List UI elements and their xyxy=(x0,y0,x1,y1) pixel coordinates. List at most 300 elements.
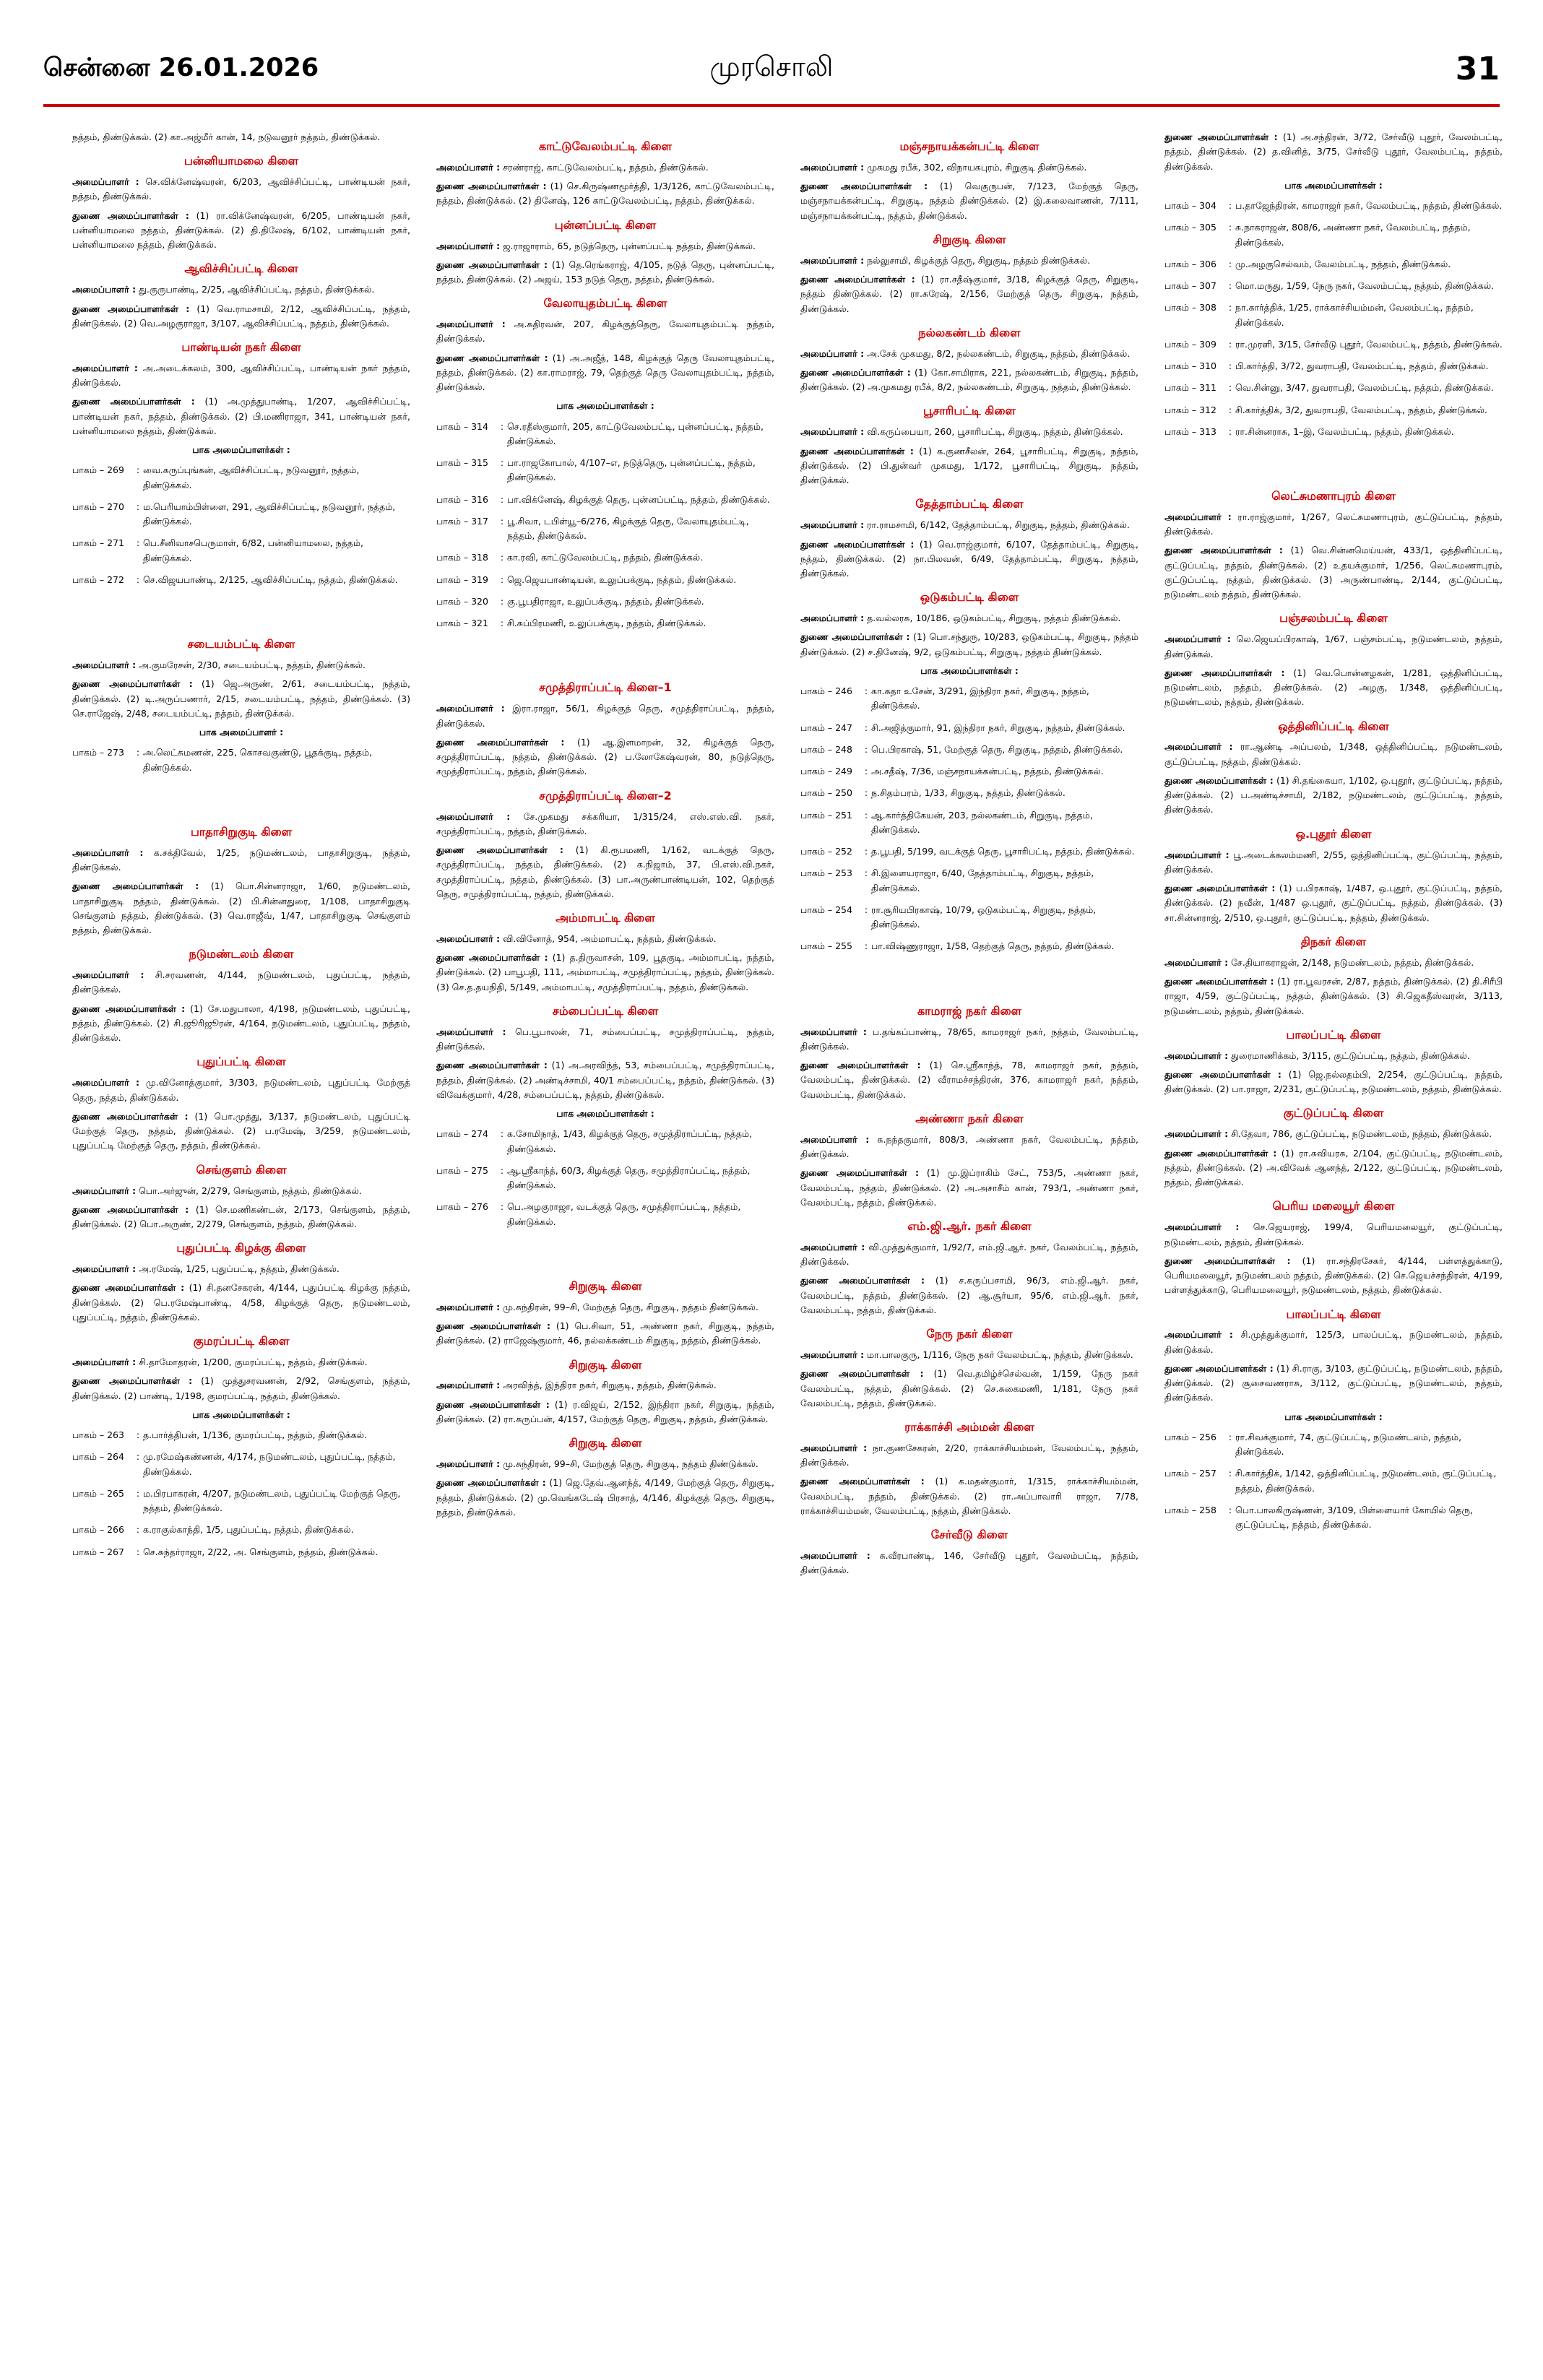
entry-text: லெ.ஜெயப்பிரகாஷ், 1/67, பஞ்சம்பட்டி, நடுமண்டலம், நத்தம், திண்டுக்கல். xyxy=(1164,633,1503,659)
role-label: அமைப்பாளர் : xyxy=(436,161,501,173)
member-entry xyxy=(1164,974,1503,1018)
member-entry xyxy=(436,1319,774,1349)
entry-text: ப.தங்கப்பாண்டி, 78/65, காமராஜர் நகர், நத்தம், வேலம்பட்டி, திண்டுக்கல். xyxy=(800,1026,1138,1052)
colon-separator: : xyxy=(1228,425,1232,437)
role-label: அமைப்பாளர் : xyxy=(436,703,505,714)
branch-heading: சிறுகுடி கிளை xyxy=(569,1436,642,1450)
member-entry xyxy=(72,302,410,332)
booth-text: க.சோமிநாத், 1/43, கிழக்குத் தெரு, சமுத்திராப்பட்டி, நத்தம், திண்டுக்கல். xyxy=(507,1128,753,1154)
booth-entry xyxy=(1164,359,1503,373)
booth-entry xyxy=(800,939,1138,953)
branch-heading: திநகர் கிளை xyxy=(1300,934,1367,948)
booth-text: மு.அழகுசெல்வம், வேலம்பட்டி, நத்தம், திண்டுக்கல். xyxy=(1235,258,1451,269)
entry-text: (1) கி.ரூபமணி, 1/162, வடக்குத் தெரு, சமுத்திராப்பட்டி, நத்தம், திண்டுக்கல். (2) க.நிஜாம், 37, பி.எஸ்.வி.நகர், சமுத்திராப்பட்டி, நத்தம், திண்டுக்கல். (3) பா.அருண்பாண்டியன், 102, தெற்குத் தெரு, சமுத்திராப்பட்டி, நத்தம், திண்டுக்கல். xyxy=(436,844,774,899)
entry-text: (1) செ.ஸ்ரீகாந்த், 78, காமராஜர் நகர், நத்தம், வேலம்பட்டி, திண்டுக்கல். (2) வீராமச்சந்திரன், 376, காமராஜர் நகர், நத்தம், வேலம்பட்டி, திண்டுக்கல். xyxy=(800,1060,1138,1100)
colon-separator: : xyxy=(1228,404,1232,415)
booth-number: பாகம் – 250 xyxy=(800,787,852,799)
branch-heading: மஞ்சநாயக்கன்பட்டி கிளை xyxy=(899,139,1040,153)
role-label: அமைப்பாளர் : xyxy=(72,969,144,981)
branch-heading: அம்மாபட்டி கிளை xyxy=(556,911,655,925)
colon-separator: : xyxy=(1228,360,1232,371)
colon-separator: : xyxy=(1228,1468,1232,1479)
entry-text: (1) ரா.சதீஷ்குமார், 3/18, கிழக்குத் தெரு, சிறுகுடி, நத்தம் திண்டுக்கல். (2) ரா.சுரேஷ், 2/156, மேற்குத் தெரு, சிறுகுடி, நத்தம், திண்டுக்கல். xyxy=(800,274,1138,314)
member-entry xyxy=(72,130,410,144)
booth-number: பாகம் – 320 xyxy=(436,595,488,607)
member-entry xyxy=(436,258,774,287)
colon-separator: : xyxy=(136,1524,140,1536)
entry-text: (1) சி.தனசேகரன், 4/144, புதுப்பட்டி கிழக்கு நத்தம், திண்டுக்கல். (2) பெ.ரமேஷ்பாண்டி, 4/58, கிழக்குத் தெரு, நடுமண்டலம், புதுப்பட்டி, நத்தம், திண்டுக்கல். xyxy=(72,1282,410,1323)
entry-text: (1) சி.தங்கையா, 1/102, ஒ.புதூர், குட்டுப்பட்டி, நத்தம், திண்டுக்கல். (2) ப.அண்டிச்சாமி, 2/182, நடுமண்டலம், குட்டுப்பட்டி, நத்தம், திண்டுக்கல். xyxy=(1164,774,1503,815)
member-entry xyxy=(72,1109,410,1154)
role-label: துணை அமைப்பாளர்கள் : xyxy=(800,631,910,643)
entry-text: (1) ப.பிரகாஷ், 1/487, ஒ.புதூர், குட்டுப்பட்டி, நத்தம், திண்டுக்கல். (2) நவீன், 1/487 ஒ.புதூர், குட்டுப்பட்டி, நத்தம், திண்டுக்கல். (3) சா.சின்னராஜ், 2/510, ஒ.புதூர், குட்டுப்பட்டி, நத்தம், திண்டுக்கல். xyxy=(1164,883,1503,923)
member-entry xyxy=(1164,632,1503,662)
branch-heading: சிறுகுடி கிளை xyxy=(569,1357,642,1372)
booth-text: சி.அஜித்குமார், 91, இந்திரா நகர், சிறுகுடி, நத்தம், திண்டுக்கல். xyxy=(871,722,1125,733)
booth-text: செ.சுந்தர்ராஜா, 2/22, அ. செங்குளம், நத்தம், திண்டுக்கல். xyxy=(143,1546,379,1557)
role-label: அமைப்பாளர் : xyxy=(72,847,144,858)
colon-separator: : xyxy=(1228,280,1232,291)
entry-text: ஜ.ராஜாராம், 65, நடுத்தெரு, புன்னப்பட்டி நத்தம், திண்டுக்கல். xyxy=(503,240,756,251)
entry-text: (1) வெ.ராஜ்குமார், 6/107, தேத்தாம்பட்டி, சிறுகுடி, நத்தம், திண்டுக்கல். (2) நா.பிலவன், 6/49, தேத்தாம்பட்டி, சிறுகுடி, நத்தம், திண்டுக்கல். xyxy=(800,538,1138,579)
colon-separator: : xyxy=(1228,1431,1232,1442)
booth-number: பாகம் – 321 xyxy=(436,618,488,629)
booth-text: க.ராகுல்காந்தி, 1/5, புதுப்பட்டி, நத்தம், திண்டுக்கல். xyxy=(143,1524,354,1536)
role-label: அமைப்பாளர் : xyxy=(1164,849,1229,860)
member-entry xyxy=(436,1398,774,1427)
booth-number: பாகம் – 263 xyxy=(72,1429,124,1441)
member-entry xyxy=(72,658,410,672)
branch-heading: நடுமண்டலம் கிளை xyxy=(189,947,294,961)
entry-text: மு.சுந்திரன், 99–சி, மேற்குத் தெரு, சிறுகுடி, நத்தம் திண்டுக்கல். xyxy=(503,1301,758,1312)
member-entry xyxy=(1164,1220,1503,1250)
booth-entry xyxy=(72,1545,410,1559)
booth-entry xyxy=(72,1450,410,1479)
role-label: அமைப்பாளர் : xyxy=(800,1550,870,1562)
booth-entry xyxy=(436,550,774,565)
branch-heading: காமராஜ் நகர் கிளை xyxy=(917,1003,1022,1018)
branch-heading: நல்லகண்டம் கிளை xyxy=(918,325,1021,339)
branch-heading: சிறுகுடி கிளை xyxy=(933,232,1006,246)
booth-text: நா.கார்த்திக், 1/25, ராக்காச்சியம்மன், வேலம்பட்டி, நத்தம், திண்டுக்கல். xyxy=(1235,302,1474,328)
member-entry xyxy=(1164,1049,1503,1063)
entry-text: நா.குணசேகரன், 2/20, ராக்காச்சியம்மன், வேலம்பட்டி, நத்தம், திண்டுக்கல். xyxy=(800,1442,1138,1468)
booth-text: ரா.சின்னராசு, 1–இ, வேலம்பட்டி, நத்தம், திண்டுக்கல். xyxy=(1235,425,1454,437)
colon-separator: : xyxy=(136,574,140,585)
member-entry xyxy=(436,1378,774,1393)
entry-text: செ.விக்னேஷ்வரன், 6/203, ஆவிச்சிப்பட்டி, பாண்டியன் நகர், நத்தம், திண்டுக்கல். xyxy=(72,176,410,202)
role-label: துணை அமைப்பாளர்கள் : xyxy=(72,880,199,892)
role-label: அமைப்பாளர் : xyxy=(800,161,865,173)
booth-text: சி.சுப்பிரமணி, உலுப்பக்குடி, நத்தம், திண்டுக்கல். xyxy=(507,618,706,629)
entry-text: (1) வெ.பொன்னழகன், 1/281, ஒத்தினிப்பட்டி, நடுமண்டலம், நத்தம், திண்டுக்கல். (2) அழகு, 1/348, ஒத்தினிப்பட்டி, நடுமண்டலம், நத்தம், திண்டுக்கல். xyxy=(1164,667,1503,708)
entry-text: பூ.அடைக்கலம்மணி, 2/55, ஒத்தினிப்பட்டி, குட்டுப்பட்டி, நத்தம், திண்டுக்கல். xyxy=(1164,849,1503,875)
colon-separator: : xyxy=(500,618,504,629)
member-entry xyxy=(800,1441,1138,1471)
colon-separator: : xyxy=(136,501,140,512)
role-label: அமைப்பாளர் : xyxy=(436,319,506,330)
role-label: அமைப்பாளர் : xyxy=(800,1349,865,1361)
colon-separator: : xyxy=(500,1201,504,1213)
entry-text: (1) வெ.ராமசாமி, 2/12, ஆவிச்சிப்பட்டி, நத்தம், திண்டுக்கல். (2) வெ.அழகுராஜா, 3/107, ஆவிச்சிப்பட்டி, நத்தம், திண்டுக்கல். xyxy=(72,303,410,329)
role-label: அமைப்பாளர் : xyxy=(1164,1050,1229,1061)
entry-text: நல்லுசாமி, கிழக்குத் தெரு, சிறுகுடி, நத்தம் திண்டுக்கல். xyxy=(867,254,1091,266)
booth-number: பாகம் – 315 xyxy=(436,457,488,469)
booth-entry xyxy=(800,903,1138,932)
entry-text: ரா.ராமசாமி, 6/142, தேத்தாம்பட்டி, சிறுகுடி, நத்தம், திண்டுக்கல். xyxy=(867,519,1130,531)
role-label: அமைப்பாளர் : xyxy=(800,1133,870,1145)
member-entry xyxy=(72,282,410,297)
role-label: துணை அமைப்பாளர்கள் : xyxy=(800,1060,921,1071)
role-label: துணை அமைப்பாளர்கள் : xyxy=(72,1375,193,1387)
role-label: அமைப்பாளர் : xyxy=(800,347,865,359)
member-entry xyxy=(436,1300,774,1315)
booth-number: பாகம் – 246 xyxy=(800,685,852,697)
branch-heading: ஒத்தினிப்பட்டி கிளை xyxy=(1278,719,1389,733)
member-entry xyxy=(436,179,774,209)
booth-text: ஆ.ஸ்ரீகாந்த், 60/3, கிழக்குத் தெரு, சமுத்திராப்பட்டி, நத்தம், திண்டுக்கல். xyxy=(507,1164,751,1191)
subheading: பாக அமைப்பாளர் : xyxy=(199,727,284,738)
role-label: துணை அமைப்பாளர்கள் : xyxy=(72,1282,185,1294)
entry-text: பெ.பூபாலன், 71, சம்பைப்பட்டி, சமுத்திராப்பட்டி, நத்தம், திண்டுக்கல். xyxy=(436,1026,774,1052)
entry-text: அ.குமரேசன், 2/30, சடையம்பட்டி, நத்தம், திண்டுக்கல். xyxy=(139,659,366,671)
section-spacer xyxy=(436,1237,774,1270)
member-entry xyxy=(1164,956,1503,970)
member-entry xyxy=(1164,848,1503,878)
colon-separator: : xyxy=(864,766,868,777)
branch-heading: பஞ்சலம்பட்டி கிளை xyxy=(1279,611,1388,626)
booth-text: ரா.சிவக்குமார், 74, குட்டுப்பட்டி, நடுமண்டலம், நத்தம், திண்டுக்கல். xyxy=(1235,1431,1462,1458)
subheading: பாக அமைப்பாளர்கள் : xyxy=(192,1408,290,1420)
branch-heading: பாதாசிறுகுடி கிளை xyxy=(190,824,293,839)
role-label: அமைப்பாளர் : xyxy=(800,1442,868,1453)
role-label: துணை அமைப்பாளர்கள் : xyxy=(1164,1147,1277,1159)
member-entry xyxy=(436,239,774,254)
role-label: அமைப்பாளர் : xyxy=(436,1026,506,1037)
colon-separator: : xyxy=(136,747,140,758)
booth-entry xyxy=(1164,257,1503,272)
booth-entry xyxy=(800,786,1138,800)
branch-heading: நேரு நகர் கிளை xyxy=(926,1327,1013,1341)
booth-entry xyxy=(1164,220,1503,250)
entry-text: சு.வீரபாண்டி, 146, சேர்வீடு புதூர், வேலம்பட்டி, நத்தம், திண்டுக்கல். xyxy=(800,1550,1138,1576)
booth-text: ம.பெரியாம்பிள்ளை, 291, ஆவிச்சிப்பட்டி, நடுவனூர், நத்தம், திண்டுக்கல். xyxy=(143,501,396,527)
booth-entry xyxy=(1164,337,1503,352)
role-label: துணை அமைப்பாளர்கள் : xyxy=(436,736,565,748)
entry-text: (1) செ.மணிகண்டன், 2/173, செங்குளம், நத்தம், திண்டுக்கல். (2) பொ.அருண், 2/279, செங்குளம், நத்தம், திண்டுக்கல். xyxy=(72,1203,410,1229)
section-spacer xyxy=(72,594,410,628)
member-entry xyxy=(72,1184,410,1198)
booth-text: ஜெ.ஜெயபாண்டியன், உலுப்பக்குடி, நத்தம், திண்டுக்கல். xyxy=(507,574,737,585)
role-label: துணை அமைப்பாளர்கள் : xyxy=(800,1476,925,1487)
subheading: பாக அமைப்பாளர்கள் : xyxy=(556,400,654,412)
branch-heading: லெட்சுமணாபுரம் கிளை xyxy=(1271,489,1396,503)
role-label: துணை அமைப்பாளர்கள் : xyxy=(800,366,911,378)
entry-text: சி.சரவணன், 4/144, நடுமண்டலம், புதுப்பட்டி, நத்தம், திண்டுக்கல். xyxy=(72,969,410,995)
member-entry xyxy=(72,361,410,391)
branch-heading: பாலப்பட்டி கிளை xyxy=(1286,1307,1381,1321)
subheading: பாக அமைப்பாளர்கள் : xyxy=(1284,179,1383,191)
booth-text: பா.விக்னேஷ், கிழக்குத் தெரு, புன்னப்பட்டி, நத்தம், திண்டுக்கல். xyxy=(507,493,770,505)
role-label: அமைப்பாளர் : xyxy=(72,659,137,671)
member-entry xyxy=(72,1281,410,1325)
entry-text: (1) அ.முத்துபாண்டி, 1/207, ஆவிச்சிப்பட்டி, பாண்டியன் நகர், நத்தம், திண்டுக்கல். (2) பி.மணிராஜா, 341, பாண்டியன் நகர், பன்னியாமலை நத்தம், திண்டுக்கல். xyxy=(72,396,410,436)
booth-number: பாகம் – 252 xyxy=(800,846,852,857)
role-label: துணை அமைப்பாளர்கள் : xyxy=(436,259,548,270)
colon-separator: : xyxy=(1228,1504,1232,1515)
member-entry xyxy=(800,1348,1138,1362)
booth-entry xyxy=(800,721,1138,735)
member-entry xyxy=(800,1549,1138,1578)
role-label: துணை அமைப்பாளர்கள் : xyxy=(436,181,547,192)
booth-entry xyxy=(800,866,1138,896)
booth-entry xyxy=(1164,403,1503,417)
member-entry xyxy=(72,209,410,253)
member-entry xyxy=(1164,1127,1503,1141)
booth-text: பொ.பாலகிருஷ்ணன், 3/109, பிள்ளையார் கோயில் தெரு, குட்டுப்பட்டி, நத்தம், திண்டுக்கல். xyxy=(1235,1504,1474,1531)
entry-text: அ.சேக் முகமது, 8/2, நல்லகண்டம், சிறுகுடி, நத்தம், திண்டுக்கல். xyxy=(867,347,1131,359)
booth-entry xyxy=(436,594,774,609)
booth-number: பாகம் – 311 xyxy=(1164,382,1216,394)
role-label: துணை அமைப்பாளர்கள் : xyxy=(1164,667,1285,678)
member-entry xyxy=(72,175,410,204)
member-entry xyxy=(436,317,774,347)
member-entry xyxy=(800,1133,1138,1162)
branch-heading: பாண்டியன் நகர் கிளை xyxy=(181,340,301,355)
booth-text: பா.விஷ்ணுராஜா, 1/58, தெற்குத் தெரு, நத்தம், திண்டுக்கல். xyxy=(871,940,1115,952)
entry-text: (1) செ.கிருஷ்ணமூர்த்தி, 1/3/126, காட்டுவேலம்பட்டி, நத்தம், திண்டுக்கல். (2) தினேஷ், 126 காட்டுவேலம்பட்டி, நத்தம், திண்டுக்கல். xyxy=(436,181,774,207)
booth-number: பாகம் – 319 xyxy=(436,574,488,585)
role-label: அமைப்பாளர் : xyxy=(436,1458,501,1470)
booth-entry xyxy=(436,420,774,449)
role-label: அமைப்பாளர் : xyxy=(800,254,865,266)
colon-separator: : xyxy=(136,1546,140,1557)
member-entry xyxy=(800,254,1138,268)
section-spacer xyxy=(1164,446,1503,480)
entry-text: அ.ரமேஷ், 1/25, புதுப்பட்டி, நத்தம், திண்டுக்கல். xyxy=(139,1263,340,1275)
colon-separator: : xyxy=(864,685,868,697)
entry-text: சி.தேவா, 786, குட்டுப்பட்டி, நடுமண்டலம், நத்தம், திண்டுக்கல். xyxy=(1231,1128,1492,1140)
colon-separator: : xyxy=(500,595,504,607)
booth-entry xyxy=(72,536,410,566)
role-label: அமைப்பாளர் : xyxy=(1164,1128,1229,1140)
member-entry xyxy=(72,1002,410,1046)
booth-text: மொ.மருது, 1/59, நேரு நகர், வேலம்பட்டி, நத்தம், திண்டுக்கல். xyxy=(1235,280,1495,291)
column-2 xyxy=(436,130,774,2355)
booth-number: பாகம் – 314 xyxy=(436,420,488,432)
booth-text: வை.கருப்புங்கன், ஆவிச்சிப்பட்டி, நடுவனூர், நத்தம், திண்டுக்கல். xyxy=(143,464,360,490)
role-label: துணை அமைப்பாளர்கள் : xyxy=(72,678,193,690)
entry-text: க.சக்திவேல், 1/25, நடுமண்டலம், பாதாசிறுகுடி, நத்தம், திண்டுக்கல். xyxy=(72,847,410,873)
role-label: அமைப்பாளர் : xyxy=(72,1356,137,1368)
booth-number: பாகம் – 269 xyxy=(72,464,124,476)
entry-text: முகமது ரபீக், 302, விநாயகபுரம், சிறுகுடி திண்டுக்கல். xyxy=(867,161,1087,173)
branch-heading: ஒடுகம்பட்டி கிளை xyxy=(920,590,1019,605)
branch-heading: குட்டுப்பட்டி கிளை xyxy=(1283,1106,1384,1120)
booth-entry xyxy=(72,463,410,493)
member-entry xyxy=(800,1058,1138,1102)
entry-text: (1) கோ.சாமிராசு, 221, நல்லகண்டம், சிறுகுடி, நத்தம், திண்டுக்கல். (2) அ.முகமது ரபீக், 8/2, நல்லகண்டம், சிறுகுடி, நத்தம், திண்டுக்கல். xyxy=(800,366,1138,393)
subheading: பாக அமைப்பாளர்கள் : xyxy=(556,1108,654,1120)
branch-heading: சமுத்திராப்பட்டி கிளை–2 xyxy=(539,788,672,802)
booth-number: பாகம் – 273 xyxy=(72,747,124,758)
colon-separator: : xyxy=(864,846,868,857)
booth-number: பாகம் – 247 xyxy=(800,722,852,733)
entry-text: (1) ஜெ.தேவ்.ஆனந்த், 4/149, மேற்குத் தெரு, சிறுகுடி, நத்தம், திண்டுக்கல். (2) மு.வெங்கடேஷ் பிரசாத், 4/146, கிழக்குத் தெரு, சிறுகுடி, நத்தம், திண்டுக்கல். xyxy=(436,1477,774,1518)
booth-text: வெ.சின்னு, 3/47, துவராபதி, வேலம்பட்டி, நத்தம், திண்டுக்கல். xyxy=(1235,382,1494,394)
branch-heading: சேர்வீடு கிளை xyxy=(930,1528,1008,1542)
booth-number: பாகம் – 265 xyxy=(72,1487,124,1499)
role-label: அமைப்பாளர் : xyxy=(436,932,501,944)
booth-text: பா.ராஜகோபால், 4/107–எ, நடுத்தெரு, புன்னப்பட்டி, நத்தம், திண்டுக்கல். xyxy=(507,457,756,483)
role-label: துணை அமைப்பாளர்கள் : xyxy=(436,1060,548,1071)
booth-number: பாகம் – 248 xyxy=(800,743,852,755)
member-entry xyxy=(1164,1362,1503,1406)
booth-text: செ.ரதீஸ்குமார், 205, காட்டுவேலம்பட்டி, புன்னப்பட்டி, நத்தம், திண்டுக்கல். xyxy=(507,420,764,446)
role-label: அமைப்பாளர் : xyxy=(436,1380,501,1391)
subheading: பாக அமைப்பாளர்கள் : xyxy=(920,665,1019,676)
entry-text: மு.வினோத்குமார், 3/303, நடுமண்டலம், புதுப்பட்டி மேற்குத் தெரு, நத்தம், திண்டுக்கல். xyxy=(72,1077,410,1103)
booth-entry xyxy=(1164,1503,1503,1533)
member-entry xyxy=(800,1240,1138,1270)
section-spacer xyxy=(436,638,774,671)
entry-text: சி.தாமோதரன், 1/200, குமரப்பட்டி, நத்தம், திண்டுக்கல். xyxy=(139,1356,368,1368)
entry-text: (1) ஜெ.நல்லதம்பி, 2/254, குட்டுப்பட்டி, நத்தம், திண்டுக்கல். (2) பா.ராஜா, 2/231, குட்டுப்பட்டி, நடுமண்டலம், நத்தம், திண்டுக்கல். xyxy=(1164,1068,1503,1095)
colon-separator: : xyxy=(864,787,868,799)
colon-separator: : xyxy=(136,537,140,549)
booth-entry xyxy=(800,808,1138,838)
column-4 xyxy=(1164,130,1503,2355)
colon-separator: : xyxy=(136,464,140,476)
booth-number: பாகம் – 313 xyxy=(1164,425,1216,437)
role-label: அமைப்பாளர் : xyxy=(800,613,865,624)
entry-text: மு.சுந்திரன், 99–சி, மேற்குத் தெரு, சிறுகுடி, நத்தம் திண்டுக்கல். xyxy=(503,1458,758,1470)
member-entry xyxy=(800,425,1138,439)
member-entry xyxy=(800,160,1138,175)
booth-text: பெ.அழகுராஜா, வடக்குத் தெரு, சமுத்திராப்பட்டி, நத்தம், திண்டுக்கல். xyxy=(507,1201,741,1227)
entry-text: (1) பொ.சின்னராஜா, 1/60, நடுமண்டலம், பாதாசிறுகுடி நத்தம், திண்டுக்கல். (2) பி.சின்னதுரை, 1/108, பாதாசிறுகுடி செங்குளம் நத்தம், திண்டுக்கல். (3) வெ.ராஜீவ், 1/47, பாதாசிறுகுடி செங்குளம் நத்தம், திண்டுக்கல். xyxy=(72,880,410,936)
role-label: துணை அமைப்பாளர்கள் : xyxy=(800,181,928,192)
role-label: அமைப்பாளர் : xyxy=(436,1301,501,1312)
booth-text: சு.நாகராஜன், 808/6, அண்ணா நகர், வேலம்பட்டி, நத்தம், திண்டுக்கல். xyxy=(1235,222,1471,248)
booth-text: ம.பிரபாகரன், 4/207, நடுமண்டலம், புதுப்பட்டி மேற்குத் தெரு, நத்தம், திண்டுக்கல். xyxy=(143,1487,401,1514)
colon-separator: : xyxy=(1228,222,1232,233)
booth-entry xyxy=(436,456,774,485)
member-entry xyxy=(800,518,1138,532)
booth-text: ஆ.கார்த்திகேயன், 203, நல்லகண்டம், சிறுகுடி, நத்தம், திண்டுக்கல். xyxy=(871,809,1093,835)
entry-text: வி.முத்துக்குமார், 1/92/7, எம்.ஜி.ஆர். நகர், வேலம்பட்டி, நத்தம், திண்டுக்கல். xyxy=(800,1241,1138,1268)
role-label: துணை அமைப்பாளர்கள் : xyxy=(72,209,189,221)
role-label: அமைப்பாளர் : xyxy=(436,810,511,822)
booth-number: பாகம் – 307 xyxy=(1164,280,1216,291)
entry-text: வி.வினோத், 954, அம்மாபட்டி, நத்தம், திண்டுக்கல். xyxy=(503,932,717,944)
colon-separator: : xyxy=(500,493,504,505)
colon-separator: : xyxy=(864,743,868,755)
branch-heading: பெரிய மலையூர் கிளை xyxy=(1272,1199,1395,1213)
member-entry xyxy=(72,879,410,938)
entry-text: (1) ரா.விக்னேஷ்வரன், 6/205, பாண்டியன் நகர், பன்னியாமலை நத்தம், திண்டுக்கல். (2) தி.திலேஷ், 6/102, பாண்டியன் நகர், பன்னியாமலை நத்தம், திண்டுக்கல். xyxy=(72,209,410,251)
role-label: துணை அமைப்பாளர்கள் : xyxy=(1164,1362,1274,1374)
role-label: துணை அமைப்பாளர்கள் : xyxy=(72,1003,186,1014)
role-label: துணை அமைப்பாளர்கள் : xyxy=(72,1203,189,1215)
booth-text: ரா.முரளி, 3/15, சேர்வீடு புதூர், வேலம்பட்டி, நத்தம், திண்டுக்கல். xyxy=(1235,338,1503,350)
colon-separator: : xyxy=(864,809,868,821)
member-entry xyxy=(1164,1068,1503,1097)
entry-text: (1) வெகுருபன், 7/123, மேற்குத் தெரு, மஞ்சநாயக்கன்பட்டி, சிறுகுடி, நத்தம் திண்டுக்கல். (2) இ.கலைவாணன், 7/111, மஞ்சநாயக்கன்பட்டி, நத்தம், திண்டுக்கல். xyxy=(800,181,1138,221)
member-entry xyxy=(800,611,1138,626)
colon-separator: : xyxy=(1228,382,1232,394)
role-label: துணை அமைப்பாளர்கள் : xyxy=(436,844,563,856)
booth-entry xyxy=(1164,1466,1503,1496)
colon-separator: : xyxy=(1228,200,1232,211)
branch-heading: தேத்தாம்பட்டி கிளை xyxy=(915,497,1024,511)
booth-entry xyxy=(800,764,1138,779)
branch-heading: சிறுகுடி கிளை xyxy=(569,1278,642,1293)
booth-text: அ.சதீஷ், 7/36, மஞ்சநாயக்கன்பட்டி, நத்தம், திண்டுக்கல். xyxy=(871,766,1104,777)
booth-number: பாகம் – 256 xyxy=(1164,1431,1216,1442)
member-entry xyxy=(800,347,1138,361)
colon-separator: : xyxy=(500,515,504,527)
booth-entry xyxy=(800,844,1138,859)
member-entry xyxy=(436,1457,774,1471)
role-label: துணை அமைப்பாளர்கள் : xyxy=(436,1477,546,1489)
booth-number: பாகம் – 309 xyxy=(1164,338,1216,350)
entry-text: (1) ச.கருப்பசாமி, 96/3, எம்.ஜி.ஆர். நகர், வேலம்பட்டி, நத்தம், திண்டுக்கல். (2) ஆ.சூர்யா, 95/6, எம்.ஜி.ஆர். நகர், வேலம்பட்டி, நத்தம், திண்டுக்கல். xyxy=(800,1275,1138,1315)
booth-number: பாகம் – 253 xyxy=(800,867,852,879)
booth-text: சி.கார்த்திக், 3/2, துவராபதி, வேலம்பட்டி, நத்தம், திண்டுக்கல். xyxy=(1235,404,1487,415)
colon-separator: : xyxy=(500,574,504,585)
branch-heading: குமரப்பட்டி கிளை xyxy=(193,1334,290,1349)
member-entry xyxy=(800,1025,1138,1055)
booth-text: த.பார்த்திபன், 1/136, குமரப்பட்டி, நத்தம், திண்டுக்கல். xyxy=(143,1429,368,1441)
entry-text: (1) ரா.சுவியரசு, 2/104, குட்டுப்பட்டி, நடுமண்டலம், நத்தம், திண்டுக்கல். (2) அ.விவேக் ஆனந்த், 2/122, குட்டுப்பட்டி, நடுமண்டலம், நத்தம், திண்டுக்கல். xyxy=(1164,1147,1503,1188)
colon-separator: : xyxy=(500,457,504,469)
entry-text: (1) அ.அஜீத், 148, கிழக்குத் தெரு வேலாயுதம்பட்டி, நத்தம், திண்டுக்கல். (2) கா.ராமராஜ், 79, தெற்குத் தெரு வேலாயுதம்பட்டி, நத்தம், திண்டுக்கல். xyxy=(436,352,774,393)
booth-text: மு.ரமேஷ்கண்ணன், 4/174, நடுமண்டலம், புதுப்பட்டி, நத்தம், திண்டுக்கல். xyxy=(143,1451,396,1477)
role-label: துணை அமைப்பாளர்கள் : xyxy=(800,274,915,285)
branch-heading: பன்னியாமலை கிளை xyxy=(183,154,299,168)
entry-text: சரண்ராஜ், காட்டுவேலம்பட்டி, நத்தம், திண்டுக்கல். xyxy=(503,161,709,173)
member-entry xyxy=(1164,740,1503,769)
member-entry xyxy=(800,1367,1138,1411)
entry-text: (1) சி.ராகு, 3/103, குட்டுப்பட்டி, நடுமண்டலம், நத்தம், திண்டுக்கல். (2) சூசைவணராசு, 3/112, குட்டுப்பட்டி, நடுமண்டலம், நத்தம், திண்டுக்கல். xyxy=(1164,1362,1503,1403)
entry-text: (1) மு.இப்ராகிம் சேட், 753/5, அண்ணா நகர், வேலம்பட்டி, நத்தம், திண்டுக்கல். (2) அ.அசாசீம் கான், 793/1, அண்ணா நகர், வேலம்பட்டி, நத்தம், திண்டுக்கல். xyxy=(800,1167,1138,1208)
booth-entry xyxy=(72,1428,410,1442)
booth-entry xyxy=(436,573,774,587)
role-label: துணை அமைப்பாளர்கள் : xyxy=(72,303,190,314)
role-label: அமைப்பாளர் : xyxy=(1164,1221,1240,1233)
role-label: துணை அமைப்பாளர்கள் : xyxy=(1164,1068,1281,1080)
colon-separator: : xyxy=(136,1487,140,1499)
booth-number: பாகம் – 316 xyxy=(436,493,488,505)
entry-text: (1) க.குணசீலன், 264, பூசாரிபட்டி, சிறுகுடி, நத்தம், திண்டுக்கல். (2) பி.துன்வர் முகமது, 1/172, பூசாரிபட்டி, சிறுகுடி, நத்தம், திண்டுக்கல். xyxy=(800,445,1138,486)
role-label: துணை அமைப்பாளர்கள் : xyxy=(1164,976,1274,987)
booth-number: பாகம் – 272 xyxy=(72,574,124,585)
booth-number: பாகம் – 267 xyxy=(72,1546,124,1557)
dateline: சென்னை 26.01.2026 xyxy=(43,53,319,82)
member-entry xyxy=(800,1273,1138,1317)
booth-number: பாகம் – 270 xyxy=(72,501,124,512)
member-entry xyxy=(72,846,410,875)
booth-entry xyxy=(72,1523,410,1537)
booth-number: பாகம் – 249 xyxy=(800,766,852,777)
colon-separator: : xyxy=(500,420,504,432)
booth-text: கா.ரவி, காட்டுவேலம்பட்டி, நத்தம், திண்டுக்கல். xyxy=(507,552,704,563)
booth-text: ப.தாஜேந்திரன், காமராஜர் நகர், வேலம்பட்டி, நத்தம், திண்டுக்கல். xyxy=(1235,200,1503,211)
role-label: துணை அமைப்பாளர்கள் : xyxy=(72,1110,189,1122)
branch-heading: புதுப்பட்டி கிளை xyxy=(196,1055,286,1069)
entry-text: (1) பொ.சந்துரு, 10/283, ஒடுகம்பட்டி, சிறுகுடி, நத்தம் திண்டுக்கல். (2) ச.தினேஷ், 9/2, ஒடுகம்பட்டி, சிறுகுடி, நத்தம் திண்டுக்கல். xyxy=(800,631,1138,657)
